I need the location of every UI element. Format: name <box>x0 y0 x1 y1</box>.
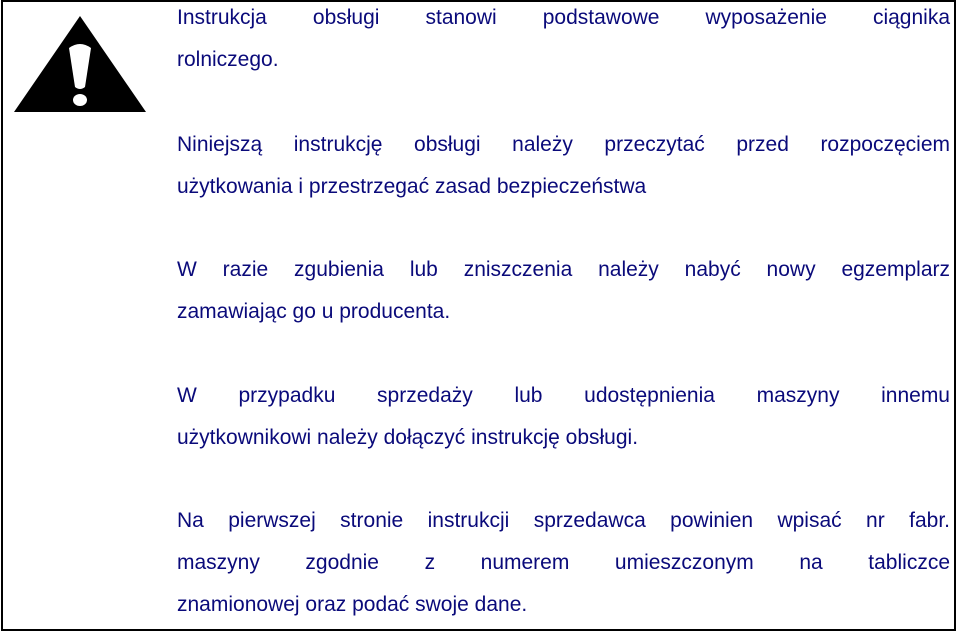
text-line: użytkowania i przestrzegać zasad bezpieczeństwa <box>177 175 647 198</box>
paragraph-lost-manual <box>177 249 950 333</box>
text-line: użytkownikowi należy dołączyć instrukcję obsługi. <box>177 426 639 449</box>
text-line: rolniczego. <box>177 48 279 71</box>
text-line: W razie zgubienia lub zniszczenia należy nabyć nowy egzemplarz <box>177 258 950 281</box>
text-line: maszyny zgodnie z numerem umieszczonym na tabliczce <box>177 551 950 574</box>
text-line: Na pierwszej stronie instrukcji sprzedawca powinien wpisać nr fabr. <box>177 509 950 532</box>
warning-triangle-icon <box>12 14 148 114</box>
paragraph-equipment <box>177 0 950 81</box>
text-line: W przypadku sprzedaży lub udostępnienia maszyny innemu <box>177 384 950 407</box>
text-line: znamionowej oraz podać swoje dane. <box>177 593 528 616</box>
paragraph-resale <box>177 375 950 459</box>
paragraph-seller-info <box>177 500 950 626</box>
paragraph-read-before-use <box>177 124 950 208</box>
text-line: Instrukcja obsługi stanowi podstawowe wyposażenie ciągnika <box>177 6 950 29</box>
text-line: zamawiając go u producenta. <box>177 300 451 323</box>
text-line: Niniejszą instrukcję obsługi należy przeczytać przed rozpoczęciem <box>177 133 950 156</box>
